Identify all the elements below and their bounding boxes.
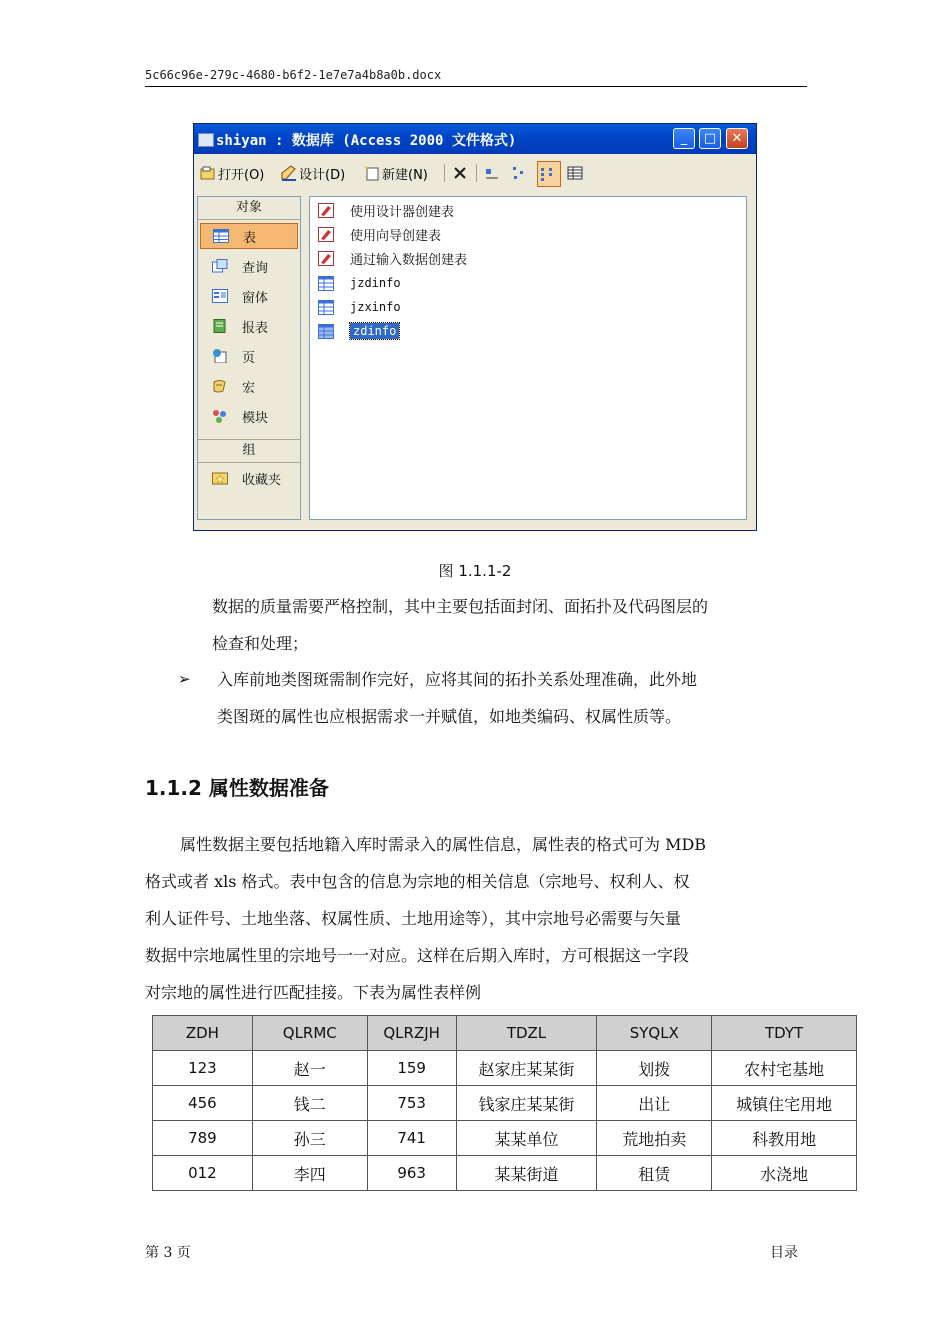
figure-caption: 图 1.1.1-2 <box>438 562 512 580</box>
maximize-button[interactable]: □ <box>699 128 721 149</box>
module-icon <box>212 409 228 423</box>
table-cell: 出让 <box>597 1086 712 1121</box>
table-cell: 钱家庄某某街 <box>456 1086 597 1121</box>
list-item-label: jzxinfo <box>350 300 401 314</box>
list-item-label: zdinfo <box>350 323 399 339</box>
body-line: 数据中宗地属性里的宗地号一一对应。这样在后期入库时，方可根据这一字段 <box>145 946 690 965</box>
table-cell: 科教用地 <box>712 1121 857 1156</box>
paragraph-line: 数据的质量需要严格控制，其中主要包括面封闭、面拓扑及代码图层的 <box>212 597 709 616</box>
window-titlebar <box>194 124 756 154</box>
macro-icon <box>212 379 228 393</box>
body-line: 属性数据主要包括地籍入库时需录入的属性信息，属性表的格式可为 MDB <box>180 835 707 854</box>
table-cell: 456 <box>153 1086 253 1121</box>
new-icon <box>364 165 380 181</box>
paragraph-line: 检查和处理； <box>212 634 309 653</box>
design-icon <box>281 165 297 181</box>
object-queries[interactable] <box>200 253 298 279</box>
list-item-table[interactable] <box>318 296 401 318</box>
delete-button[interactable] <box>452 163 470 183</box>
attribute-table <box>152 1015 857 1191</box>
large-icons-button[interactable] <box>484 163 502 183</box>
body-line: 利人证件号、土地坐落、权属性质、土地用途等），其中宗地号必需要与矢量 <box>145 909 682 928</box>
column-header: ZDH <box>153 1016 253 1051</box>
table-cell: 159 <box>367 1051 456 1086</box>
toc-label: 目录 <box>770 1245 798 1261</box>
table-cell: 某某单位 <box>456 1121 597 1156</box>
delete-icon <box>452 165 468 181</box>
object-label: 查询 <box>242 260 269 276</box>
open-label: 打开(O) <box>218 167 265 183</box>
open-icon <box>200 165 216 181</box>
column-header: SYQLX <box>597 1016 712 1051</box>
table-row <box>153 1121 857 1156</box>
table-row <box>153 1156 857 1191</box>
table-cell: 农村宅基地 <box>712 1051 857 1086</box>
wizard-icon <box>318 203 334 218</box>
close-button[interactable]: ✕ <box>726 128 748 149</box>
table-cell: 荒地拍卖 <box>597 1121 712 1156</box>
details-view-button[interactable] <box>567 163 585 183</box>
list-item-table[interactable] <box>318 272 401 294</box>
table-cell: 赵一 <box>252 1051 367 1086</box>
header-rule <box>145 86 807 87</box>
list-item-create-wizard[interactable] <box>318 223 441 245</box>
paragraph-line: 类图斑的属性也应根据需求一并赋值，如地类编码、权属性质等。 <box>217 707 682 726</box>
paragraph-line: 入库前地类图斑需制作完好，应将其间的拓扑关系处理准确，此外地 <box>217 670 698 689</box>
group-label: 收藏夹 <box>242 472 282 488</box>
open-button[interactable] <box>200 163 264 183</box>
list-item-create-design[interactable] <box>318 199 454 221</box>
new-label: 新建(N) <box>382 167 428 183</box>
column-header: QLRMC <box>252 1016 367 1051</box>
page-icon <box>212 349 228 363</box>
body-line: 对宗地的属性进行匹配挂接。下表为属性表样例 <box>145 983 482 1002</box>
object-forms[interactable] <box>200 283 298 309</box>
table-cell: 城镇住宅用地 <box>712 1086 857 1121</box>
table-cell: 水浇地 <box>712 1156 857 1191</box>
minimize-button[interactable]: _ <box>673 128 695 149</box>
large-icons-icon <box>484 165 500 181</box>
details-view-icon <box>567 165 583 181</box>
database-window-icon <box>198 133 214 147</box>
access-database-window <box>193 123 757 531</box>
body-line: 格式或者 xls 格式。表中包含的信息为宗地的相关信息（宗地号、权利人、权 <box>145 872 690 891</box>
object-label: 宏 <box>242 380 256 396</box>
query-icon <box>212 259 228 273</box>
object-label: 页 <box>242 350 256 366</box>
report-icon <box>212 319 228 333</box>
list-item-create-by-data[interactable] <box>318 247 467 269</box>
small-icons-button[interactable] <box>512 163 530 183</box>
section-heading: 1.1.2 属性数据准备 <box>145 776 329 800</box>
group-favorites[interactable] <box>200 465 298 491</box>
object-macros[interactable] <box>200 373 298 399</box>
table-cell: 孙三 <box>252 1121 367 1156</box>
design-label: 设计(D) <box>299 167 346 183</box>
list-item-label: 使用设计器创建表 <box>350 204 455 220</box>
table-cell: 租赁 <box>597 1156 712 1191</box>
table-cell: 李四 <box>252 1156 367 1191</box>
object-label: 表 <box>243 230 257 246</box>
groups-header[interactable]: 组 <box>198 439 300 463</box>
list-item-label: 通过输入数据创建表 <box>350 252 468 268</box>
form-icon <box>212 289 228 303</box>
table-cell: 789 <box>153 1121 253 1156</box>
wizard-icon <box>318 227 334 242</box>
table-row <box>153 1051 857 1086</box>
column-header: TDZL <box>456 1016 597 1051</box>
new-button[interactable] <box>364 163 428 183</box>
table-cell: 钱二 <box>252 1086 367 1121</box>
toolbar-separator <box>476 164 477 182</box>
design-button[interactable] <box>281 163 345 183</box>
list-item-label: 使用向导创建表 <box>350 228 442 244</box>
object-label: 窗体 <box>242 290 269 306</box>
objects-pane <box>197 196 301 520</box>
table-icon <box>213 229 229 243</box>
table-cell: 某某街道 <box>456 1156 597 1191</box>
column-header: TDYT <box>712 1016 857 1051</box>
list-item-label: jzdinfo <box>350 276 401 290</box>
object-label: 报表 <box>242 320 269 336</box>
object-label: 模块 <box>242 410 269 426</box>
table-cell: 赵家庄某某街 <box>456 1051 597 1086</box>
document-filename: 5c66c96e-279c-4680-b6f2-1e7e7a4b8a0b.docx <box>145 68 442 82</box>
toolbar-separator <box>444 164 445 182</box>
window-toolbar <box>194 154 756 192</box>
table-icon <box>318 324 334 339</box>
list-item-table-selected[interactable] <box>318 320 399 342</box>
window-title: shiyan : 数据库 (Access 2000 文件格式) <box>216 133 517 149</box>
object-reports[interactable] <box>200 313 298 339</box>
list-view-button[interactable] <box>537 161 561 187</box>
small-icons-icon <box>512 165 528 181</box>
objects-header[interactable]: 对象 <box>198 197 300 220</box>
tables-list-pane <box>309 196 747 520</box>
table-cell: 963 <box>367 1156 456 1191</box>
column-header: QLRZJH <box>367 1016 456 1051</box>
object-pages[interactable] <box>200 343 298 369</box>
table-header-row <box>153 1016 857 1051</box>
list-view-icon <box>540 166 556 182</box>
table-cell: 012 <box>153 1156 253 1191</box>
wizard-icon <box>318 251 334 266</box>
table-cell: 741 <box>367 1121 456 1156</box>
table-icon <box>318 300 334 315</box>
object-modules[interactable] <box>200 403 298 429</box>
table-cell: 划拨 <box>597 1051 712 1086</box>
bullet-arrow-icon: ➢ <box>178 670 191 688</box>
page-number: 第 3 页 <box>145 1245 191 1261</box>
table-row <box>153 1086 857 1121</box>
favorites-icon <box>212 471 228 485</box>
table-cell: 753 <box>367 1086 456 1121</box>
table-icon <box>318 276 334 291</box>
object-tables[interactable] <box>200 223 298 249</box>
table-cell: 123 <box>153 1051 253 1086</box>
